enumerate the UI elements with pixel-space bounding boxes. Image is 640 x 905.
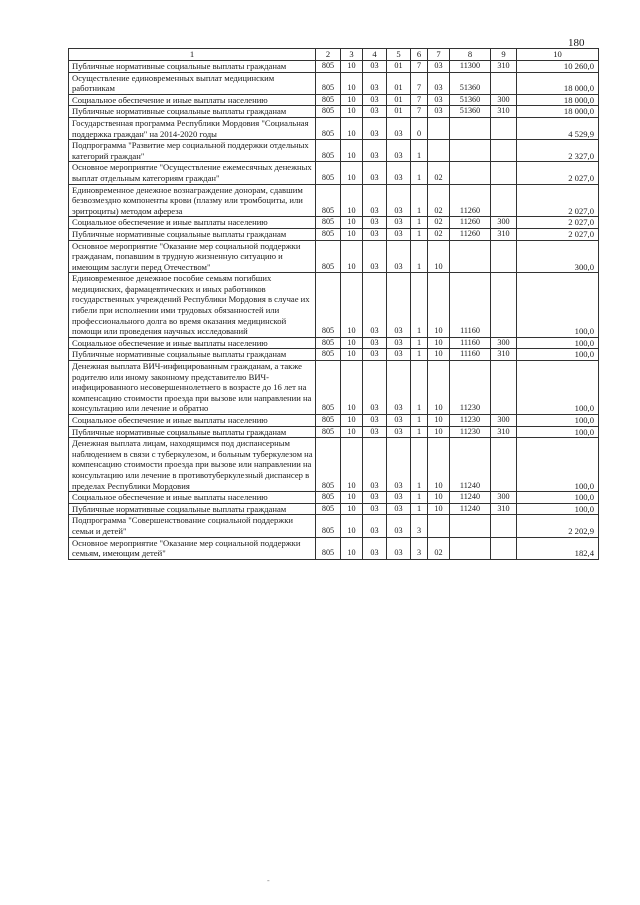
header-col-4: 4	[363, 49, 387, 61]
header-col-6: 6	[411, 49, 428, 61]
row-code-c9	[491, 438, 517, 492]
header-col-2: 2	[316, 49, 341, 61]
row-code-c5: 03	[387, 217, 411, 229]
row-code-c9	[491, 361, 517, 415]
row-code-c4: 03	[363, 106, 387, 118]
table-row	[69, 72, 599, 94]
row-amount: 100,0	[517, 492, 599, 504]
row-description: Социальное обеспечение и иные выплаты населению	[69, 217, 316, 229]
row-code-c8: 11230	[450, 426, 491, 438]
row-code-c6: 1	[411, 273, 428, 338]
row-code-c4: 03	[363, 228, 387, 240]
row-code-c7: 10	[428, 240, 450, 273]
row-code-c2: 805	[316, 361, 341, 415]
row-code-c8: 11240	[450, 492, 491, 504]
row-code-c7: 10	[428, 426, 450, 438]
row-code-c7: 10	[428, 361, 450, 415]
row-code-c4: 03	[363, 349, 387, 361]
row-code-c2: 805	[316, 228, 341, 240]
row-code-c3: 10	[341, 537, 363, 559]
table-row	[69, 117, 599, 139]
row-code-c5: 01	[387, 94, 411, 106]
row-code-c7: 10	[428, 503, 450, 515]
row-code-c4: 03	[363, 337, 387, 349]
row-code-c5: 03	[387, 184, 411, 217]
table-row	[69, 162, 599, 184]
row-amount: 100,0	[517, 438, 599, 492]
row-code-c9: 300	[491, 337, 517, 349]
row-code-c4: 03	[363, 537, 387, 559]
row-code-c5: 03	[387, 240, 411, 273]
row-code-c2: 805	[316, 503, 341, 515]
row-code-c8: 51360	[450, 106, 491, 118]
row-code-c8	[450, 515, 491, 537]
row-code-c3: 10	[341, 72, 363, 94]
row-code-c7: 02	[428, 217, 450, 229]
row-code-c3: 10	[341, 349, 363, 361]
row-code-c3: 10	[341, 140, 363, 162]
row-code-c4: 03	[363, 61, 387, 73]
row-code-c8: 51360	[450, 72, 491, 94]
row-code-c9: 300	[491, 492, 517, 504]
row-code-c9: 300	[491, 415, 517, 427]
row-code-c6: 7	[411, 106, 428, 118]
row-code-c3: 10	[341, 337, 363, 349]
row-code-c4: 03	[363, 438, 387, 492]
row-code-c6: 1	[411, 349, 428, 361]
row-code-c2: 805	[316, 72, 341, 94]
row-code-c8: 11240	[450, 438, 491, 492]
row-code-c4: 03	[363, 94, 387, 106]
row-amount: 18 000,0	[517, 94, 599, 106]
row-code-c6: 7	[411, 61, 428, 73]
row-amount: 18 000,0	[517, 72, 599, 94]
row-amount: 100,0	[517, 415, 599, 427]
row-amount: 2 027,0	[517, 217, 599, 229]
table-row	[69, 106, 599, 118]
row-code-c6: 7	[411, 94, 428, 106]
row-code-c2: 805	[316, 217, 341, 229]
row-code-c9: 310	[491, 228, 517, 240]
row-description: Основное мероприятие "Осуществление ежемесячных денежных выплат отдельным категориям граждан"	[69, 162, 316, 184]
row-amount: 100,0	[517, 349, 599, 361]
row-amount: 300,0	[517, 240, 599, 273]
row-code-c2: 805	[316, 106, 341, 118]
row-code-c8	[450, 162, 491, 184]
table-row	[69, 184, 599, 217]
row-description: Денежная выплата лицам, находящимся под диспансерным наблюдением в связи с туберкулезом, и больным туберкулезом на компенсацию стоимости проезда при вызове или направлении на консультацию или лечение в противотуберкулезный диспансер в пределах Республики Мордовия	[69, 438, 316, 492]
row-code-c4: 03	[363, 72, 387, 94]
row-code-c8	[450, 117, 491, 139]
row-code-c5: 03	[387, 503, 411, 515]
row-code-c6: 7	[411, 72, 428, 94]
row-code-c5: 01	[387, 106, 411, 118]
row-code-c5: 03	[387, 273, 411, 338]
row-code-c2: 805	[316, 140, 341, 162]
row-amount: 2 202,9	[517, 515, 599, 537]
row-code-c4: 03	[363, 492, 387, 504]
row-code-c9: 310	[491, 349, 517, 361]
row-code-c9: 310	[491, 106, 517, 118]
row-code-c8: 11230	[450, 361, 491, 415]
row-code-c2: 805	[316, 273, 341, 338]
table-header-row	[69, 49, 599, 61]
row-code-c7: 10	[428, 438, 450, 492]
header-col-5: 5	[387, 49, 411, 61]
row-code-c4: 03	[363, 415, 387, 427]
row-code-c8	[450, 240, 491, 273]
row-code-c5: 03	[387, 140, 411, 162]
row-code-c2: 805	[316, 537, 341, 559]
table-row	[69, 240, 599, 273]
row-code-c9	[491, 117, 517, 139]
row-amount: 2 027,0	[517, 228, 599, 240]
row-code-c5: 03	[387, 349, 411, 361]
row-code-c9	[491, 72, 517, 94]
row-code-c9: 300	[491, 217, 517, 229]
row-code-c3: 10	[341, 492, 363, 504]
row-code-c6: 1	[411, 184, 428, 217]
row-amount: 4 529,9	[517, 117, 599, 139]
row-amount: 100,0	[517, 337, 599, 349]
header-col-7: 7	[428, 49, 450, 61]
row-code-c5: 03	[387, 162, 411, 184]
header-col-9: 9	[491, 49, 517, 61]
table-row	[69, 217, 599, 229]
table-row	[69, 426, 599, 438]
row-code-c8: 11240	[450, 503, 491, 515]
row-code-c9	[491, 515, 517, 537]
row-code-c7: 10	[428, 337, 450, 349]
row-code-c8: 11260	[450, 184, 491, 217]
row-code-c9: 310	[491, 61, 517, 73]
row-code-c9: 300	[491, 94, 517, 106]
row-code-c4: 03	[363, 140, 387, 162]
row-code-c8: 11160	[450, 337, 491, 349]
row-code-c5: 03	[387, 228, 411, 240]
row-code-c9	[491, 162, 517, 184]
row-code-c4: 03	[363, 273, 387, 338]
row-code-c5: 01	[387, 61, 411, 73]
header-col-8: 8	[450, 49, 491, 61]
row-description: Единовременное денежное пособие семьям погибших медицинских, фармацевтических и иных работников государственных учреждений Республики Мордовия в случае их гибели при исполнении ими трудовых обязанностей или профессионального долга во время оказания медицинской помощи или проведения научных исследований	[69, 273, 316, 338]
row-code-c2: 805	[316, 337, 341, 349]
row-code-c7	[428, 515, 450, 537]
row-code-c4: 03	[363, 426, 387, 438]
row-code-c6: 3	[411, 515, 428, 537]
row-code-c3: 10	[341, 61, 363, 73]
row-code-c3: 10	[341, 240, 363, 273]
row-code-c9	[491, 140, 517, 162]
row-code-c7: 02	[428, 537, 450, 559]
table-row	[69, 61, 599, 73]
row-code-c3: 10	[341, 438, 363, 492]
row-code-c2: 805	[316, 94, 341, 106]
budget-table	[68, 48, 599, 560]
row-code-c6: 1	[411, 162, 428, 184]
row-code-c5: 03	[387, 438, 411, 492]
row-code-c7: 10	[428, 492, 450, 504]
row-code-c3: 10	[341, 273, 363, 338]
row-amount: 100,0	[517, 426, 599, 438]
row-code-c6: 3	[411, 537, 428, 559]
row-code-c7: 10	[428, 273, 450, 338]
row-code-c2: 805	[316, 162, 341, 184]
row-code-c6: 1	[411, 337, 428, 349]
row-code-c7: 10	[428, 415, 450, 427]
row-code-c7: 10	[428, 349, 450, 361]
row-description: Социальное обеспечение и иные выплаты населению	[69, 415, 316, 427]
row-code-c5: 03	[387, 426, 411, 438]
row-code-c3: 10	[341, 117, 363, 139]
row-description: Социальное обеспечение и иные выплаты населению	[69, 492, 316, 504]
row-code-c3: 10	[341, 228, 363, 240]
row-code-c6: 1	[411, 426, 428, 438]
table-row	[69, 140, 599, 162]
table-row	[69, 503, 599, 515]
row-code-c6: 1	[411, 492, 428, 504]
row-code-c9	[491, 273, 517, 338]
table-body	[69, 61, 599, 560]
footer-mark: -	[267, 876, 270, 885]
row-description: Денежная выплата ВИЧ-инфицированным гражданам, а также родителю или иному законному представителю ВИЧ-инфицированного несовершеннолетнего в возрасте до 16 лет на компенсацию стоимости проезда при вызове или направлении на консультацию или лечение и обратно	[69, 361, 316, 415]
row-code-c3: 10	[341, 415, 363, 427]
table-row	[69, 537, 599, 559]
row-code-c5: 03	[387, 492, 411, 504]
row-code-c2: 805	[316, 415, 341, 427]
row-amount: 100,0	[517, 361, 599, 415]
row-code-c3: 10	[341, 361, 363, 415]
row-code-c3: 10	[341, 106, 363, 118]
row-code-c9	[491, 240, 517, 273]
table-row	[69, 228, 599, 240]
row-code-c5: 03	[387, 415, 411, 427]
table-row	[69, 492, 599, 504]
row-amount: 100,0	[517, 503, 599, 515]
row-code-c8: 11230	[450, 415, 491, 427]
row-code-c7: 02	[428, 184, 450, 217]
row-code-c9	[491, 184, 517, 217]
row-description: Основное мероприятие "Оказание мер социальной поддержки гражданам, попавшим в трудную жизненную ситуацию и имеющим заслуги перед Отечеством"	[69, 240, 316, 273]
table-row	[69, 515, 599, 537]
row-amount: 182,4	[517, 537, 599, 559]
row-description: Публичные нормативные социальные выплаты гражданам	[69, 503, 316, 515]
row-code-c3: 10	[341, 426, 363, 438]
row-code-c9: 310	[491, 426, 517, 438]
row-description: Подпрограмма "Совершенствование социальной поддержки семьи и детей"	[69, 515, 316, 537]
row-code-c7	[428, 117, 450, 139]
header-col-1: 1	[69, 49, 316, 61]
row-description: Осуществление единовременных выплат медицинским работникам	[69, 72, 316, 94]
row-code-c6: 1	[411, 140, 428, 162]
row-description: Единовременное денежное вознаграждение донорам, сдавшим безвозмездно компоненты крови (плазму или тромбоциты, или эритроциты) методом афереза	[69, 184, 316, 217]
row-description: Публичные нормативные социальные выплаты гражданам	[69, 61, 316, 73]
row-code-c8: 11260	[450, 217, 491, 229]
row-code-c6: 1	[411, 217, 428, 229]
row-code-c5: 03	[387, 337, 411, 349]
row-code-c8	[450, 537, 491, 559]
header-col-3: 3	[341, 49, 363, 61]
row-code-c6: 1	[411, 503, 428, 515]
row-code-c2: 805	[316, 117, 341, 139]
row-code-c3: 10	[341, 184, 363, 217]
row-code-c2: 805	[316, 492, 341, 504]
row-code-c2: 805	[316, 438, 341, 492]
row-code-c7: 03	[428, 94, 450, 106]
row-code-c5: 03	[387, 117, 411, 139]
table-row	[69, 361, 599, 415]
row-code-c7: 03	[428, 61, 450, 73]
row-code-c9: 310	[491, 503, 517, 515]
row-code-c6: 1	[411, 240, 428, 273]
row-code-c4: 03	[363, 240, 387, 273]
row-amount: 100,0	[517, 273, 599, 338]
row-code-c4: 03	[363, 515, 387, 537]
row-description: Социальное обеспечение и иные выплаты населению	[69, 94, 316, 106]
row-description: Публичные нормативные социальные выплаты гражданам	[69, 349, 316, 361]
row-amount: 2 027,0	[517, 184, 599, 217]
row-amount: 2 027,0	[517, 162, 599, 184]
row-code-c8: 51360	[450, 94, 491, 106]
row-code-c7: 02	[428, 228, 450, 240]
row-code-c2: 805	[316, 61, 341, 73]
row-code-c6: 1	[411, 438, 428, 492]
row-description: Социальное обеспечение и иные выплаты населению	[69, 337, 316, 349]
row-code-c3: 10	[341, 217, 363, 229]
row-code-c4: 03	[363, 503, 387, 515]
row-code-c2: 805	[316, 240, 341, 273]
row-code-c5: 03	[387, 515, 411, 537]
row-code-c6: 1	[411, 228, 428, 240]
row-code-c3: 10	[341, 503, 363, 515]
row-code-c3: 10	[341, 94, 363, 106]
row-code-c5: 03	[387, 537, 411, 559]
row-code-c3: 10	[341, 515, 363, 537]
row-code-c6: 1	[411, 361, 428, 415]
row-code-c4: 03	[363, 361, 387, 415]
table-row	[69, 438, 599, 492]
page-number: 180	[568, 37, 585, 49]
row-amount: 2 327,0	[517, 140, 599, 162]
table-row	[69, 415, 599, 427]
row-code-c8: 11260	[450, 228, 491, 240]
row-code-c4: 03	[363, 117, 387, 139]
row-code-c7: 03	[428, 72, 450, 94]
row-code-c4: 03	[363, 184, 387, 217]
row-code-c2: 805	[316, 184, 341, 217]
row-description: Государственная программа Республики Мордовия "Социальная поддержка граждан" на 2014-2020 годы	[69, 117, 316, 139]
row-code-c4: 03	[363, 162, 387, 184]
row-amount: 18 000,0	[517, 106, 599, 118]
row-description: Основное мероприятие "Оказание мер социальной поддержки семьям, имеющим детей"	[69, 537, 316, 559]
table-row	[69, 94, 599, 106]
row-code-c9	[491, 537, 517, 559]
row-code-c2: 805	[316, 515, 341, 537]
row-description: Публичные нормативные социальные выплаты гражданам	[69, 106, 316, 118]
row-code-c7: 03	[428, 106, 450, 118]
table-row	[69, 349, 599, 361]
row-code-c5: 01	[387, 72, 411, 94]
row-amount: 10 260,0	[517, 61, 599, 73]
row-code-c6: 0	[411, 117, 428, 139]
row-code-c8: 11160	[450, 273, 491, 338]
row-code-c2: 805	[316, 349, 341, 361]
row-code-c7	[428, 140, 450, 162]
row-description: Публичные нормативные социальные выплаты гражданам	[69, 228, 316, 240]
row-code-c4: 03	[363, 217, 387, 229]
row-description: Публичные нормативные социальные выплаты гражданам	[69, 426, 316, 438]
row-code-c2: 805	[316, 426, 341, 438]
table-row	[69, 337, 599, 349]
row-code-c8: 11160	[450, 349, 491, 361]
row-description: Подпрограмма "Развитие мер социальной поддержки отдельных категорий граждан"	[69, 140, 316, 162]
row-code-c7: 02	[428, 162, 450, 184]
table-row	[69, 273, 599, 338]
row-code-c5: 03	[387, 361, 411, 415]
header-col-10: 10	[517, 49, 599, 61]
row-code-c8: 11300	[450, 61, 491, 73]
row-code-c3: 10	[341, 162, 363, 184]
row-code-c6: 1	[411, 415, 428, 427]
row-code-c8	[450, 140, 491, 162]
